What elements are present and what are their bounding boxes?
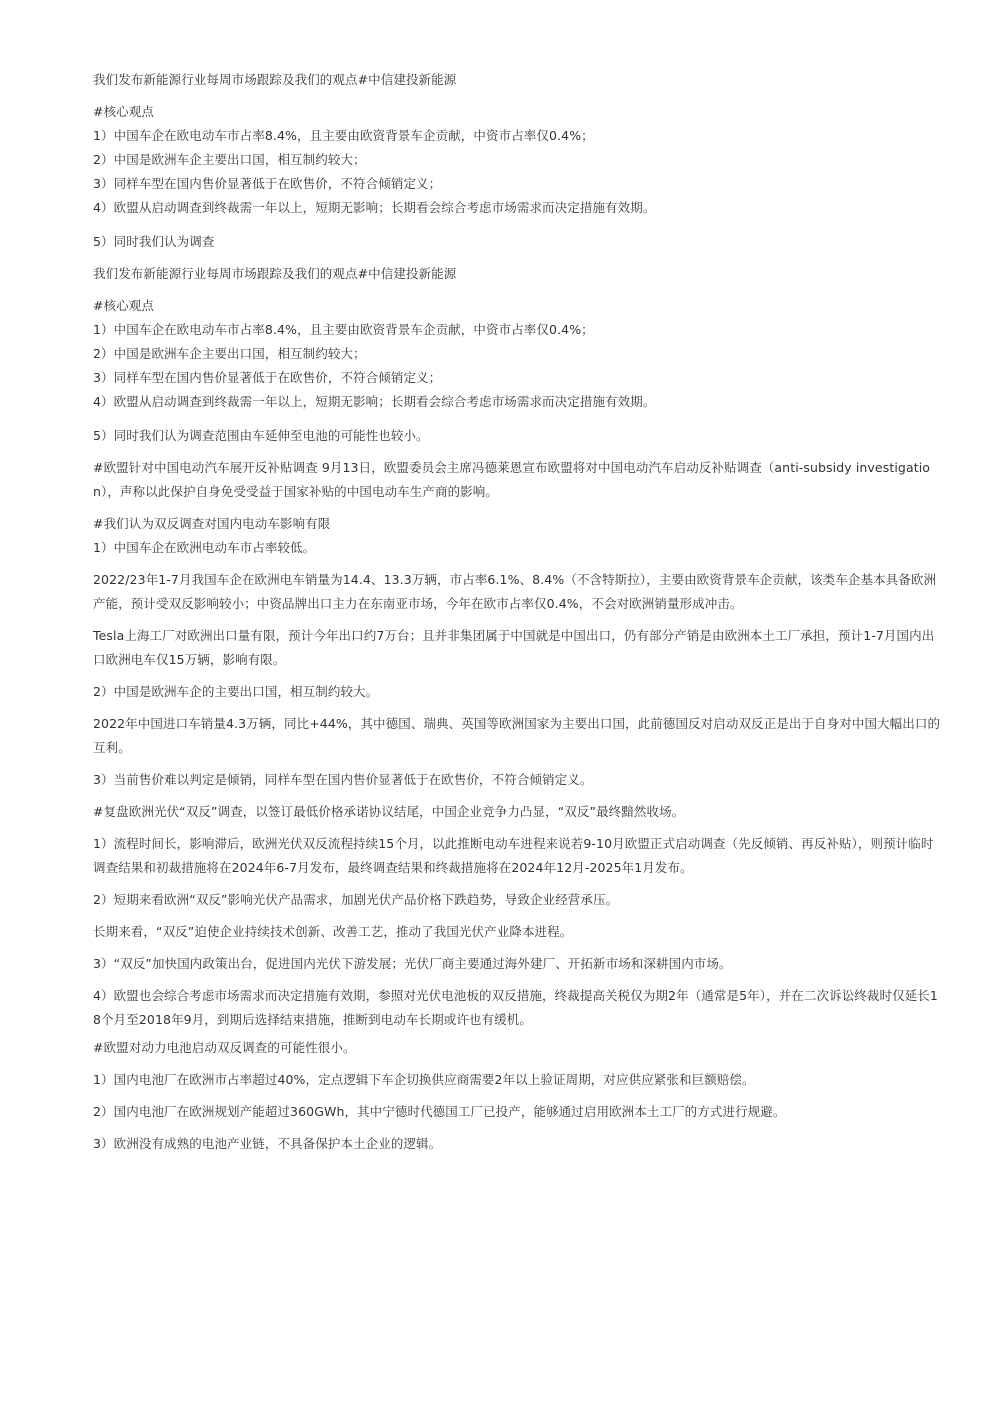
- list-item: 4）欧盟从启动调查到终裁需一年以上，短期无影响；长期看会综合考虑市场需求而决定措施有效期。: [93, 394, 656, 409]
- section-heading: #核心观点: [93, 104, 154, 119]
- body-paragraph: Tesla上海工厂对欧洲出口量有限，预计今年出口约7万台；且并非集团属于中国就是中国出口，仍有部分产销是由欧洲本土工厂承担，预计1-7月国内出口欧洲电车仅15万辆，影响有限。: [93, 628, 935, 667]
- list-item: 3）同样车型在国内售价显著低于在欧售价，不符合倾销定义；: [93, 176, 442, 191]
- section-heading: #我们认为双反调查对国内电动车影响有限: [93, 516, 331, 531]
- list-item: 3）欧洲没有成熟的电池产业链，不具备保护本土企业的逻辑。: [93, 1136, 442, 1151]
- section-heading: #核心观点: [93, 298, 154, 313]
- headline: 我们发布新能源行业每周市场跟踪及我们的观点#中信建投新能源: [93, 266, 457, 281]
- list-item: 2）短期来看欧洲“双反”影响光伏产品需求，加剧光伏产品价格下跌趋势，导致企业经营承压。: [93, 892, 619, 907]
- body-paragraph: 长期来看，“双反”迫使企业持续技术创新、改善工艺，推动了我国光伏产业降本进程。: [93, 924, 573, 939]
- list-item: 2）中国是欧洲车企主要出口国，相互制约较大；: [93, 152, 366, 167]
- list-item: 5）同时我们认为调查: [93, 234, 215, 249]
- list-item: 1）国内电池厂在欧洲市占率超过40%，定点逻辑下车企切换供应商需要2年以上验证周期，对应供应紧张和巨额赔偿。: [93, 1072, 755, 1087]
- list-item: 2）国内电池厂在欧洲规划产能超过360GWh，其中宁德时代德国工厂已投产，能够通过启用欧洲本土工厂的方式进行规避。: [93, 1104, 786, 1119]
- section-heading: #欧盟对动力电池启动双反调查的可能性很小。: [93, 1040, 356, 1055]
- list-item: 3）同样车型在国内售价显著低于在欧售价，不符合倾销定义；: [93, 370, 442, 385]
- body-paragraph: 2022/23年1-7月我国车企在欧洲电车销量为14.4、13.3万辆，市占率6.1%、8.4%（不含特斯拉），主要由欧资背景车企贡献，该类车企基本具备欧洲产能，预计受双反影响较小；中资品牌出口主力在东南亚市场，今年在欧市占率仅0.4%，不会对欧洲销量形成冲击。: [93, 572, 937, 611]
- list-item: 1）中国车企在欧洲电动车市占率较低。: [93, 540, 316, 555]
- list-item: 1）中国车企在欧电动车市占率8.4%，且主要由欧资背景车企贡献，中资市占率仅0.4%；: [93, 322, 594, 337]
- list-item: 3）当前售价难以判定是倾销，同样车型在国内售价显著低于在欧售价，不符合倾销定义。: [93, 772, 593, 787]
- list-item: 2）中国是欧洲车企的主要出口国，相互制约较大。: [93, 684, 379, 699]
- list-item: 1）流程时间长，影响滞后，欧洲光伏双反流程持续15个月，以此推断电动车进程来说若9-10月欧盟正式启动调查（先反倾销、再反补贴），则预计临时调查结果和初裁措施将在2024年6-7月发布，最终调查结果和终裁措施将在2024年12月-2025年1月发布。: [93, 836, 934, 875]
- section-heading: #复盘欧洲光伏“双反”调查，以签订最低价格承诺协议结尾，中国企业竞争力凸显，“双反”最终黯然收场。: [93, 804, 685, 819]
- body-paragraph: #欧盟针对中国电动汽车展开反补贴调查 9月13日，欧盟委员会主席冯德莱恩宣布欧盟将对中国电动汽车启动反补贴调查（anti-subsidy investigation），声称以此保护自身免受受益于国家补贴的中国电动车生产商的影响。: [93, 460, 931, 499]
- list-item: 2）中国是欧洲车企主要出口国，相互制约较大；: [93, 346, 366, 361]
- list-item: 4）欧盟也会综合考虑市场需求而决定措施有效期，参照对光伏电池板的双反措施，终裁提高关税仅为期2年（通常是5年），并在二次诉讼终裁时仅延长18个月至2018年9月，到期后选择结束措施，推断到电动车长期或许也有缓机。: [93, 988, 938, 1027]
- list-item: 5）同时我们认为调查范围由车延伸至电池的可能性也较小。: [93, 428, 429, 443]
- headline: 我们发布新能源行业每周市场跟踪及我们的观点#中信建投新能源: [93, 72, 457, 87]
- list-item: 4）欧盟从启动调查到终裁需一年以上，短期无影响；长期看会综合考虑市场需求而决定措施有效期。: [93, 200, 656, 215]
- body-paragraph: 2022年中国进口车销量4.3万辆，同比+44%，其中德国、瑞典、英国等欧洲国家为主要出口国，此前德国反对启动双反正是出于自身对中国大幅出口的互利。: [93, 716, 941, 755]
- list-item: 3）“双反”加快国内政策出台，促进国内光伏下游发展；光伏厂商主要通过海外建厂、开拓新市场和深耕国内市场。: [93, 956, 732, 971]
- list-item: 1）中国车企在欧电动车市占率8.4%，且主要由欧资背景车企贡献，中资市占率仅0.4%；: [93, 128, 594, 143]
